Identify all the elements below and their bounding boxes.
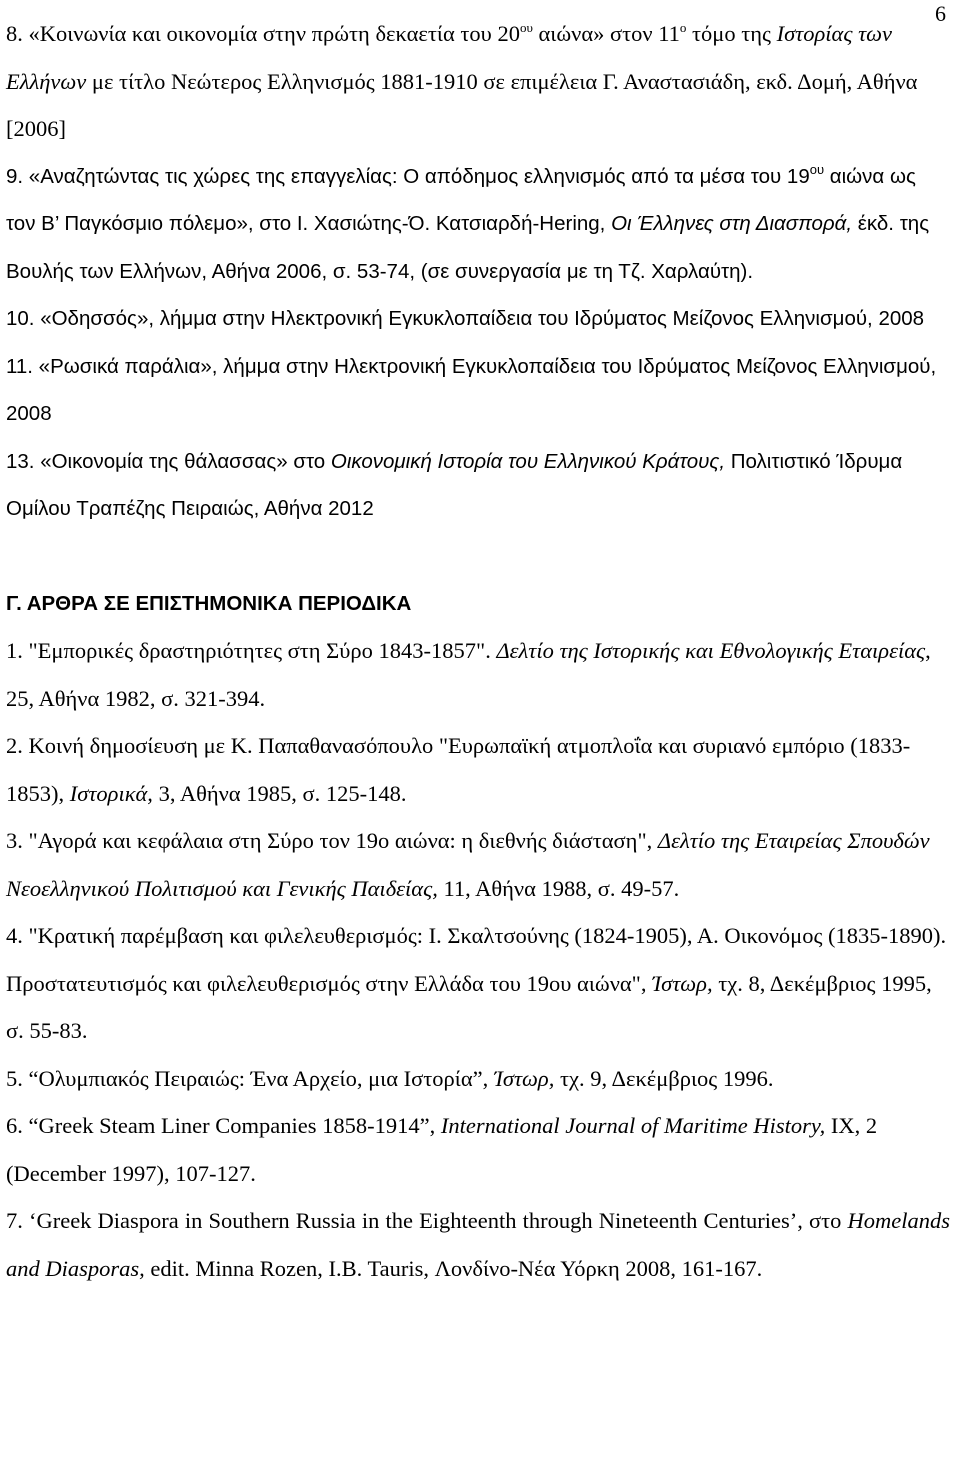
list-item: 8. «Κοινωνία και οικονομία στην πρώτη δεκαετία του $20^{o\upsilon}$ αιώνα» στον $11^o$ τόμο της Ιστορίας των Ελλήνων με τίτλο Νεώτερος Ελληνισμός 1881-1910 σε επιμέλεια Γ. Αναστασιάδη, εκδ. Δομή, Αθήνα [2006] — [6, 20, 918, 141]
document-body — [6, 10, 950, 1292]
list-item: 4. "Κρατική παρέμβαση και φιλελευθερισμός: Ι. Σκαλτσούνης (1824-1905), Α. Οικονόμος (1835-1890). Προστατευτισμός και φιλελευθερισμός στην Ελλάδα του 19ου αιώνα", Ίστωρ, τχ. 8, Δεκέμβριος 1995, σ. 55-83. — [6, 923, 947, 1043]
section-heading: Γ. ΑΡΘΡΑ ΣΕ ΕΠΙΣΤΗΜΟΝΙΚΑ ΠΕΡΙΟΔΙΚΑ — [6, 591, 412, 615]
item-number: 10. — [6, 307, 35, 330]
item-number: 8. — [6, 21, 23, 46]
list-item: 9. «Αναζητώντας τις χώρες της επαγγελίας: Ο απόδημος ελληνισμός από τα μέσα του $19^{o\upsilon}$ αιώνα ως τον Β’ Παγκόσμιο πόλεμο», στο Ι. Χασιώτης-Ό. Κατσιαρδή-Hering, Οι Έλληνες στη Διασπορά, έκδ. της Βουλής των Ελλήνων, Αθήνα 2006, σ. 53-74, (σε συνεργασία με τη Τζ. Χαρλαύτη). — [6, 161, 930, 283]
item-number: 3. — [6, 828, 23, 853]
item-number: 6. — [6, 1113, 23, 1138]
item-number: 11. — [6, 354, 33, 378]
item-number: 7. — [6, 1208, 23, 1233]
list-item: 11. «Ρωσικά παράλια», λήμμα στην Ηλεκτρονική Εγκυκλοπαίδεια του Ιδρύματος Μείζονος Ελληνισμού, 2008 — [6, 354, 937, 425]
item-number: 9. — [6, 164, 24, 188]
list-item: 6. “Greek Steam Liner Companies 1858-1914”, International Journal of Maritime History, IX, 2 (December 1997), 107-127. — [6, 1113, 878, 1186]
list-item: 10. «Οδησσός», λήμμα στην Ηλεκτρονική Εγκυκλοπαίδεια του Ιδρύματος Μείζονος Ελληνισμού, 2008 — [6, 307, 925, 330]
list-item: 1. "Εμπορικές δραστηριότητες στη Σύρο 1843-1857". Δελτίο της Ιστορικής και Εθνολογικής Εταιρείας, 25, Αθήνα 1982, σ. 321-394. — [6, 638, 931, 711]
list-item: 2. Κοινή δημοσίευση με Κ. Παπαθανασόπουλο "Ευρωπαϊκή ατμοπλοΐα και συριανό εμπόριο (1833-1853), Ιστορικά, 3, Αθήνα 1985, σ. 125-148. — [6, 733, 911, 806]
section-spacer — [6, 533, 950, 580]
list-item: 3. "Αγορά και κεφάλαια στη Σύρο τον 19ο αιώνα: η διεθνής διάσταση", Δελτίο της Εταιρείας Σπουδών Νεοελληνικού Πολιτισμού και Γενικής Παιδείας, 11, Αθήνα 1988, σ. 49-57. — [6, 828, 930, 901]
item-number: 5. — [6, 1065, 23, 1091]
item-number: 1. — [6, 638, 23, 663]
item-number: 13. — [6, 449, 35, 473]
page-number: 6 — [935, 1, 946, 26]
list-item: 13. «Οικονομία της θάλασσας» στο Οικονομική Ιστορία του Ελληνικού Κράτους, Πολιτιστικό Ίδρυμα Ομίλου Τραπέζης Πειραιώς, Αθήνα 2012 — [6, 449, 903, 520]
item-number: 4. — [6, 923, 23, 948]
list-item: 5. “Ολυμπιακός Πειραιώς: Ένα Αρχείο, μια Ιστορία”, Ίστωρ, τχ. 9, Δεκέμβριος 1996. — [6, 1065, 774, 1091]
list-item: 7. ‘Greek Diaspora in Southern Russia in the Eighteenth through Nineteenth Centuries’, στο Homelands and Diasporas, edit. Minna Rozen, I.B. Tauris, Λονδίνο-Νέα Υόρκη 2008, 161-167. — [6, 1208, 950, 1281]
item-number: 2. — [6, 733, 23, 758]
